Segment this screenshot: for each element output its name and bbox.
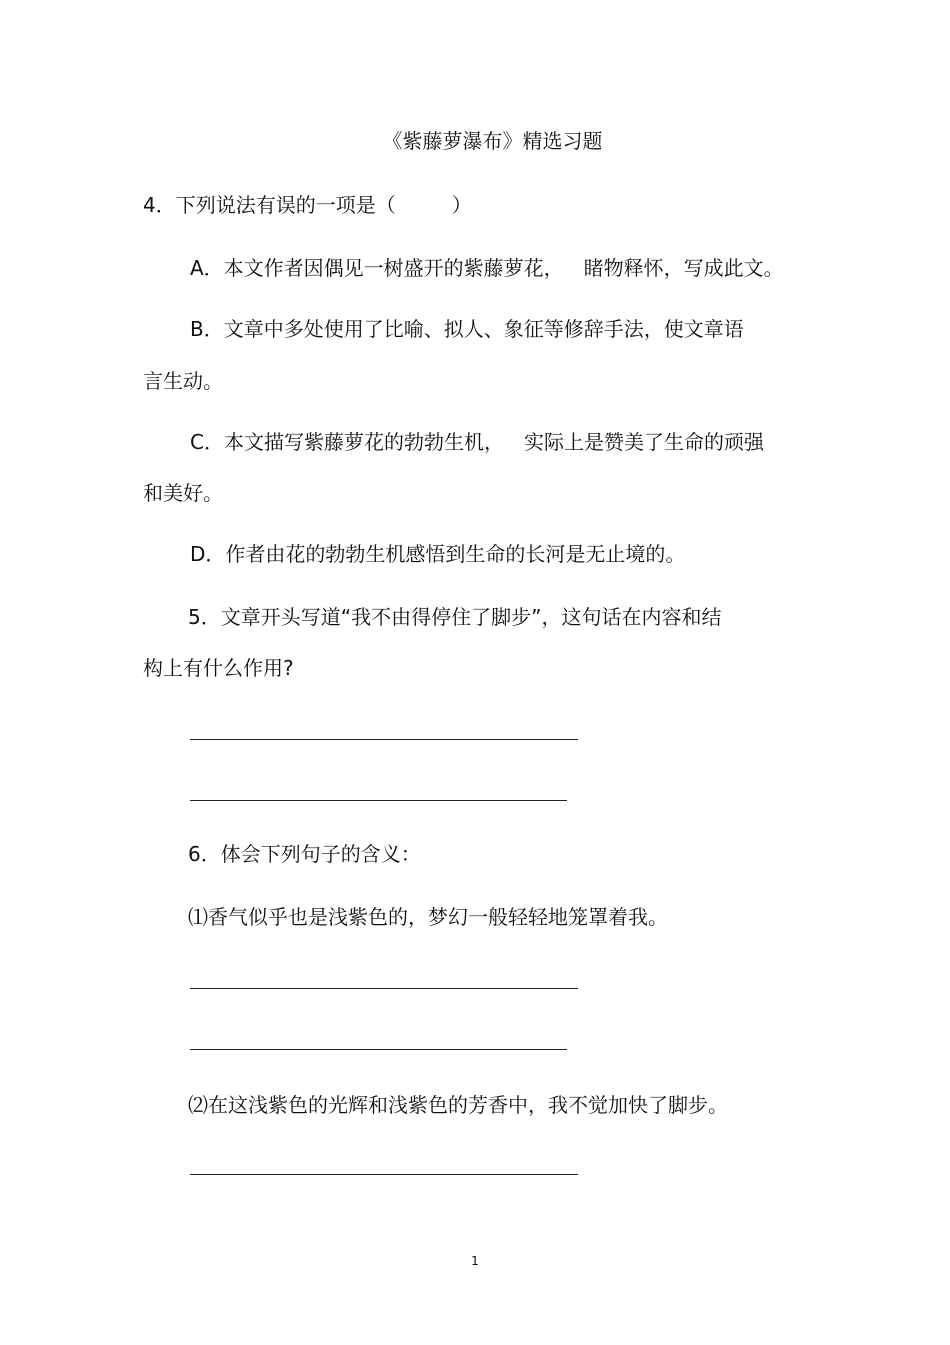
option-c-line1 <box>190 429 764 455</box>
question-4-stem <box>143 192 472 218</box>
option-b-line2: 言生动。 <box>143 369 223 393</box>
option-a <box>190 255 784 281</box>
option-c-line2: 和美好。 <box>143 481 223 505</box>
answer-line[interactable] <box>190 739 578 740</box>
page-number: 1 <box>471 1254 479 1268</box>
question-5-line1: 5．文章开头写道“我不由得停住了脚步”，这句话在内容和结 <box>188 605 722 629</box>
option-a-part2: 睹物释怀，写成此文。 <box>583 256 784 280</box>
answer-line[interactable] <box>190 988 578 989</box>
option-c-part1: C．本文描写紫藤萝花的勃勃生机， <box>190 430 504 454</box>
answer-line[interactable] <box>190 800 567 801</box>
page-title: 《紫藤萝瀑布》精选习题 <box>382 129 603 153</box>
option-c-part2: 实际上是赞美了生命的顽强 <box>523 430 764 454</box>
question-6-item-1: ⑴香气似乎也是浅紫色的，梦幻一般轻轻地笼罩着我。 <box>188 905 668 929</box>
answer-line[interactable] <box>190 1049 567 1050</box>
question-5-line2: 构上有什么作用? <box>143 656 294 680</box>
question-4-stem-text: 4．下列说法有误的一项是（ <box>143 193 396 217</box>
question-6-item-2: ⑵在这浅紫色的光辉和浅紫色的芳香中，我不觉加快了脚步。 <box>188 1093 728 1117</box>
question-4-stem-close: ） <box>451 193 472 217</box>
option-d: D．作者由花的勃勃生机感悟到生命的长河是无止境的。 <box>190 542 686 566</box>
answer-line[interactable] <box>190 1174 578 1175</box>
option-b-line1: B．文章中多处使用了比喻、拟人、象征等修辞手法，使文章语 <box>190 317 744 341</box>
question-6-stem: 6．体会下列句子的含义： <box>188 842 421 866</box>
option-a-part1: A．本文作者因偶见一树盛开的紫藤萝花， <box>190 256 564 280</box>
